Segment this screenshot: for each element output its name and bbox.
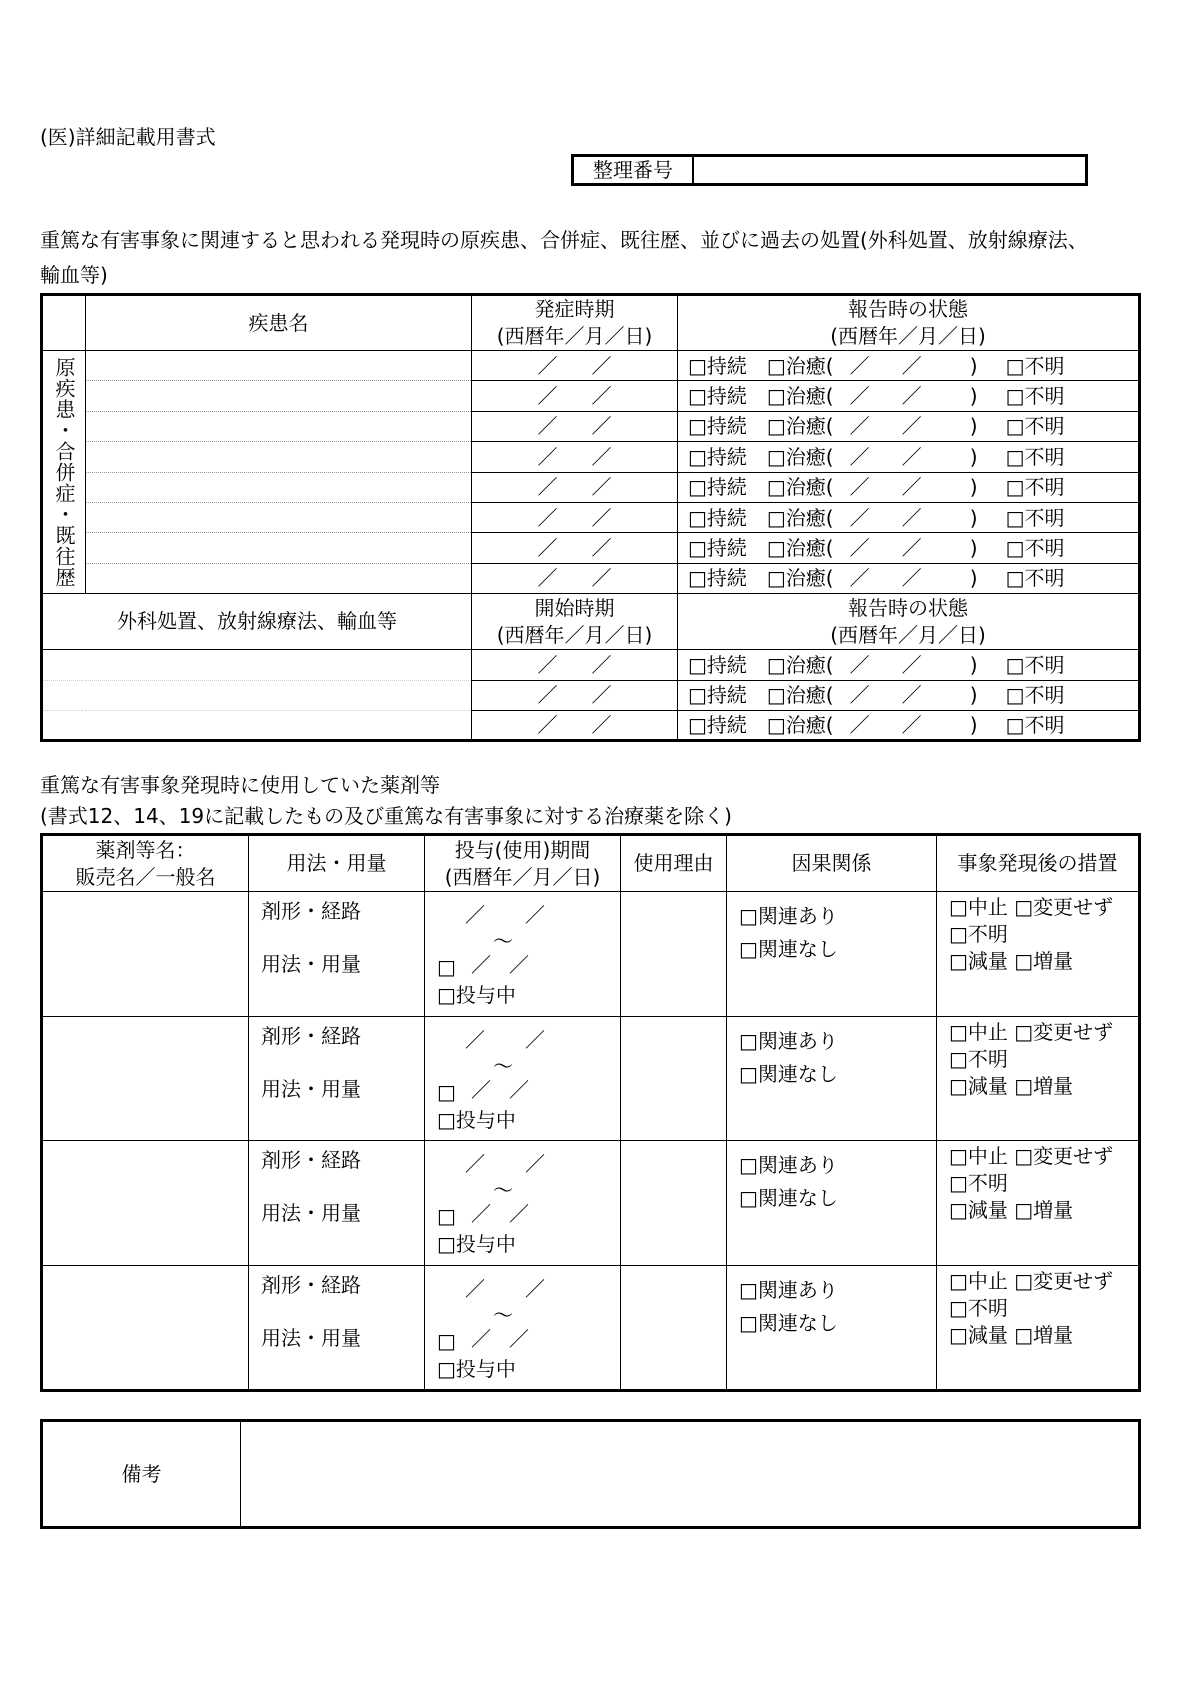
status-cell (678, 442, 1140, 472)
action-unknown-checkbox[interactable]: □不明 (949, 922, 1008, 946)
status-continue-checkbox[interactable]: □持続 (688, 353, 747, 378)
close-paren: ) (969, 353, 978, 378)
close-paren: ) (969, 475, 978, 500)
close-paren: ) (969, 414, 978, 439)
date-cell[interactable] (472, 710, 678, 740)
slash: ／ (901, 505, 922, 530)
status-continue-checkbox[interactable]: □持続 (688, 683, 747, 708)
slash: ／ (849, 505, 870, 530)
slash: ／ (525, 1027, 545, 1052)
section2-title-line2: (書式12、14、19に記載したもの及び重篤な有害事象に対する治療薬を除く) (40, 804, 732, 828)
slash: ／ (525, 1276, 545, 1301)
status-cell (678, 411, 1140, 441)
drug-name-field[interactable] (42, 1016, 249, 1141)
slash: ／ (525, 1152, 545, 1176)
action-unknown-checkbox[interactable]: □不明 (949, 1171, 1008, 1195)
status-continue-checkbox[interactable]: □持続 (688, 713, 747, 738)
slash: ／ (465, 1276, 485, 1301)
status-cell (678, 472, 1140, 502)
close-paren: ) (969, 444, 978, 469)
slash: ／ (901, 713, 922, 738)
causality-cell (727, 1265, 937, 1390)
action-increase-checkbox[interactable]: □増量 (1014, 1073, 1074, 1098)
header-status: 報告時の状態 (西暦年／月／日) (678, 295, 1140, 351)
reason-field[interactable] (621, 1141, 727, 1266)
period-cell[interactable] (425, 1265, 621, 1390)
status-cured-checkbox[interactable]: □治癒( (766, 536, 834, 561)
action-stop-checkbox[interactable]: □中止 (949, 1019, 1008, 1044)
registration-number-box (571, 154, 1088, 186)
status-unknown-checkbox[interactable]: □不明 (1005, 536, 1065, 561)
usage-label: 用法・用量 (261, 1201, 361, 1225)
status-unknown-checkbox[interactable]: □不明 (1005, 444, 1065, 469)
usage-label: 用法・用量 (261, 1325, 361, 1350)
close-paren: ) (969, 505, 978, 530)
close-paren: ) (969, 536, 978, 561)
status-cured-checkbox[interactable]: □治癒( (766, 713, 834, 738)
status-unknown-checkbox[interactable]: □不明 (1005, 652, 1065, 677)
drug-table (40, 833, 1141, 1392)
date-cell[interactable] (472, 381, 678, 411)
slash: ／ (537, 713, 558, 738)
procedure-row (42, 650, 1140, 680)
reason-field[interactable] (621, 892, 727, 1017)
action-cell (937, 1141, 1140, 1266)
date-cell[interactable] (472, 533, 678, 563)
end-date-checkbox[interactable]: □ (437, 1328, 456, 1353)
slash: ／ (849, 652, 870, 677)
form-label: (医)詳細記載用書式 (40, 125, 216, 149)
slash: ／ (591, 652, 612, 677)
ongoing-checkbox[interactable]: □投与中 (437, 1232, 516, 1256)
status-cured-checkbox[interactable]: □治癒( (766, 384, 834, 409)
slash: ／ (591, 414, 612, 439)
status-unknown-checkbox[interactable]: □不明 (1005, 683, 1065, 708)
disease-history-table (40, 293, 1141, 742)
slash: ／ (591, 713, 612, 738)
period-cell[interactable] (425, 892, 621, 1017)
status-cured-checkbox[interactable]: □治癒( (766, 566, 834, 591)
action-cell (937, 1265, 1140, 1390)
disease-row (42, 472, 1140, 502)
header-disease-name: 疾患名 (86, 295, 472, 351)
date-cell[interactable] (472, 442, 678, 472)
status-cured-checkbox[interactable]: □治癒( (766, 683, 834, 708)
action-increase-checkbox[interactable]: □増量 (1014, 949, 1074, 973)
route-usage-cell[interactable] (249, 1265, 425, 1390)
related-no-checkbox[interactable]: □関連なし (739, 937, 838, 961)
disease-row (42, 533, 1140, 563)
header-status-2: 報告時の状態 (西暦年／月／日) (678, 594, 1140, 650)
slash: ／ (471, 1326, 491, 1351)
disease-name-field[interactable] (86, 563, 472, 593)
disease-row (42, 381, 1140, 411)
related-yes-checkbox[interactable]: □関連あり (739, 1153, 838, 1177)
slash: ／ (591, 505, 612, 530)
close-paren: ) (969, 566, 978, 591)
slash: ／ (901, 384, 922, 409)
date-cell[interactable] (472, 472, 678, 502)
registration-number-label: 整理番号 (574, 157, 694, 183)
causality-cell (727, 1141, 937, 1266)
date-cell[interactable] (472, 411, 678, 441)
slash: ／ (465, 1152, 485, 1176)
slash: ／ (591, 566, 612, 591)
action-cell (937, 892, 1140, 1017)
slash: ／ (537, 505, 558, 530)
drug-row (42, 1141, 1140, 1266)
remarks-table (40, 1419, 1141, 1529)
action-decrease-checkbox[interactable]: □減量 (949, 1073, 1008, 1098)
route-label: 剤形・経路 (261, 1272, 361, 1297)
slash: ／ (509, 1202, 529, 1226)
action-stop-checkbox[interactable]: □中止 (949, 1268, 1008, 1293)
slash: ／ (537, 475, 558, 500)
drug-name-field[interactable] (42, 1265, 249, 1390)
slash: ／ (509, 1077, 529, 1102)
slash: ／ (471, 1077, 491, 1102)
slash: ／ (849, 683, 870, 708)
status-cured-checkbox[interactable]: □治癒( (766, 475, 834, 500)
status-cured-checkbox[interactable]: □治癒( (766, 444, 834, 469)
corner-cell (42, 295, 86, 351)
slash: ／ (901, 566, 922, 591)
status-unknown-checkbox[interactable]: □不明 (1005, 475, 1065, 500)
slash: ／ (901, 444, 922, 469)
slash: ／ (901, 536, 922, 561)
status-continue-checkbox[interactable]: □持続 (688, 414, 747, 439)
header-drug-name: 薬剤等名： 販売名／一般名 (42, 835, 249, 892)
status-continue-checkbox[interactable]: □持続 (688, 475, 747, 500)
slash: ／ (901, 652, 922, 677)
status-cured-checkbox[interactable]: □治癒( (766, 353, 834, 378)
slash: ／ (849, 353, 870, 378)
slash: ／ (537, 444, 558, 469)
disease-name-field[interactable] (86, 472, 472, 502)
slash: ／ (509, 953, 529, 977)
header-action: 事象発現後の措置 (937, 835, 1140, 892)
date-cell[interactable] (472, 650, 678, 680)
status-cured-checkbox[interactable]: □治癒( (766, 652, 834, 677)
date-cell[interactable] (472, 680, 678, 710)
disease-name-field[interactable] (86, 442, 472, 472)
status-cell (678, 351, 1140, 381)
action-nochange-checkbox[interactable]: □変更せず (1014, 1268, 1114, 1293)
status-cell (678, 650, 1140, 680)
disease-name-field[interactable] (86, 351, 472, 381)
end-date-checkbox[interactable]: □ (437, 1079, 456, 1104)
slash: ／ (591, 683, 612, 708)
related-no-checkbox[interactable]: □関連なし (739, 1186, 838, 1210)
disease-row (42, 351, 1140, 381)
action-decrease-checkbox[interactable]: □減量 (949, 1322, 1008, 1347)
section1-title-line2: 輸血等) (40, 263, 108, 287)
status-continue-checkbox[interactable]: □持続 (688, 384, 747, 409)
slash: ／ (465, 1027, 485, 1052)
close-paren: ) (969, 683, 978, 708)
related-yes-checkbox[interactable]: □関連あり (739, 1028, 838, 1053)
tilde: ～ (493, 1053, 513, 1078)
action-nochange-checkbox[interactable]: □変更せず (1014, 1019, 1114, 1044)
section2-title-line1: 重篤な有害事象発現時に使用していた薬剤等 (40, 773, 440, 797)
status-cured-checkbox[interactable]: □治癒( (766, 414, 834, 439)
action-cell (937, 1016, 1140, 1141)
reason-field[interactable] (621, 1265, 727, 1390)
action-unknown-checkbox[interactable]: □不明 (949, 1046, 1008, 1071)
route-usage-cell[interactable] (249, 892, 425, 1017)
remarks-label: 備考 (42, 1421, 241, 1528)
action-nochange-checkbox[interactable]: □変更せず (1014, 1144, 1114, 1168)
header-start: 開始時期 (西暦年／月／日) (472, 594, 678, 650)
slash: ／ (901, 475, 922, 500)
slash: ／ (849, 713, 870, 738)
usage-label: 用法・用量 (261, 952, 361, 976)
drug-row (42, 1016, 1140, 1141)
action-increase-checkbox[interactable]: □増量 (1014, 1322, 1074, 1347)
status-continue-checkbox[interactable]: □持続 (688, 536, 747, 561)
action-stop-checkbox[interactable]: □中止 (949, 895, 1008, 919)
route-usage-cell[interactable] (249, 1016, 425, 1141)
procedure-name-field[interactable] (42, 650, 472, 680)
action-increase-checkbox[interactable]: □増量 (1014, 1198, 1074, 1222)
header-onset: 発症時期 (西暦年／月／日) (472, 295, 678, 351)
date-cell[interactable] (472, 502, 678, 532)
route-label: 剤形・経路 (261, 899, 361, 923)
slash: ／ (591, 536, 612, 561)
slash: ／ (849, 566, 870, 591)
slash: ／ (537, 652, 558, 677)
slash: ／ (537, 353, 558, 378)
status-cell (678, 710, 1140, 740)
close-paren: ) (969, 384, 978, 409)
procedure-row (42, 710, 1140, 740)
slash: ／ (849, 536, 870, 561)
status-cell (678, 502, 1140, 532)
slash: ／ (591, 444, 612, 469)
status-cell (678, 533, 1140, 563)
ongoing-checkbox[interactable]: □投与中 (437, 1356, 516, 1381)
slash: ／ (471, 1202, 491, 1226)
header-period: 投与(使用)期間 (西暦年／月／日) (425, 835, 621, 892)
status-unknown-checkbox[interactable]: □不明 (1005, 713, 1065, 738)
slash: ／ (537, 384, 558, 409)
status-cured-checkbox[interactable]: □治癒( (766, 505, 834, 530)
causality-cell (727, 1016, 937, 1141)
status-cell (678, 381, 1140, 411)
slash: ／ (471, 953, 491, 977)
disease-row (42, 442, 1140, 472)
slash: ／ (537, 683, 558, 708)
date-cell[interactable] (472, 563, 678, 593)
tilde: ～ (493, 1302, 513, 1327)
slash: ／ (849, 444, 870, 469)
slash: ／ (465, 903, 485, 927)
period-cell[interactable] (425, 1016, 621, 1141)
status-cell (678, 680, 1140, 710)
procedure-row (42, 680, 1140, 710)
ongoing-checkbox[interactable]: □投与中 (437, 1107, 516, 1132)
action-unknown-checkbox[interactable]: □不明 (949, 1295, 1008, 1320)
slash: ／ (849, 414, 870, 439)
route-label: 剤形・経路 (261, 1148, 361, 1172)
status-cell (678, 563, 1140, 593)
disease-name-field[interactable] (86, 411, 472, 441)
slash: ／ (901, 353, 922, 378)
disease-row (42, 563, 1140, 593)
section1-title-line1: 重篤な有害事象に関連すると思われる発現時の原疾患、合併症、既往歴、並びに過去の処置(外科処置、放射線療法、 (40, 228, 1088, 252)
action-decrease-checkbox[interactable]: □減量 (949, 1198, 1008, 1222)
side-label: 原疾患・合併症・既往歴 (52, 356, 76, 588)
header-reason: 使用理由 (621, 835, 727, 892)
disease-name-field[interactable] (86, 533, 472, 563)
disease-row (42, 411, 1140, 441)
status-unknown-checkbox[interactable]: □不明 (1005, 384, 1065, 409)
drug-name-field[interactable] (42, 892, 249, 1017)
usage-label: 用法・用量 (261, 1076, 361, 1101)
registration-number-field[interactable] (694, 157, 1085, 183)
slash: ／ (525, 903, 545, 927)
tilde: ～ (493, 929, 513, 953)
slash: ／ (901, 414, 922, 439)
tilde: ～ (493, 1178, 513, 1202)
status-continue-checkbox[interactable]: □持続 (688, 505, 747, 530)
disease-row (42, 502, 1140, 532)
slash: ／ (591, 353, 612, 378)
slash: ／ (849, 384, 870, 409)
drug-row (42, 1265, 1140, 1390)
status-continue-checkbox[interactable]: □持続 (688, 652, 747, 677)
slash: ／ (849, 475, 870, 500)
route-label: 剤形・経路 (261, 1023, 361, 1048)
period-cell[interactable] (425, 1141, 621, 1266)
slash: ／ (537, 414, 558, 439)
header-procedure: 外科処置、放射線療法、輸血等 (42, 594, 472, 650)
procedure-name-field[interactable] (42, 710, 472, 740)
status-continue-checkbox[interactable]: □持続 (688, 566, 747, 591)
related-no-checkbox[interactable]: □関連なし (739, 1310, 838, 1335)
status-unknown-checkbox[interactable]: □不明 (1005, 566, 1065, 591)
end-date-checkbox[interactable]: □ (437, 955, 456, 979)
slash: ／ (537, 566, 558, 591)
reason-field[interactable] (621, 1016, 727, 1141)
action-nochange-checkbox[interactable]: □変更せず (1014, 895, 1114, 919)
action-stop-checkbox[interactable]: □中止 (949, 1144, 1008, 1168)
status-unknown-checkbox[interactable]: □不明 (1005, 353, 1065, 378)
disease-name-field[interactable] (86, 502, 472, 532)
ongoing-checkbox[interactable]: □投与中 (437, 983, 516, 1007)
related-yes-checkbox[interactable]: □関連あり (739, 1277, 838, 1302)
related-no-checkbox[interactable]: □関連なし (739, 1061, 838, 1086)
status-unknown-checkbox[interactable]: □不明 (1005, 505, 1065, 530)
remarks-field[interactable] (241, 1421, 1140, 1528)
date-cell[interactable] (472, 351, 678, 381)
side-label-cell (42, 351, 86, 594)
action-decrease-checkbox[interactable]: □減量 (949, 949, 1008, 973)
header-causality: 因果関係 (727, 835, 937, 892)
slash: ／ (591, 475, 612, 500)
slash: ／ (537, 536, 558, 561)
related-yes-checkbox[interactable]: □関連あり (739, 904, 838, 928)
header-usage: 用法・用量 (249, 835, 425, 892)
status-unknown-checkbox[interactable]: □不明 (1005, 414, 1065, 439)
disease-name-field[interactable] (86, 381, 472, 411)
close-paren: ) (969, 713, 978, 738)
drug-row (42, 892, 1140, 1017)
end-date-checkbox[interactable]: □ (437, 1204, 456, 1228)
close-paren: ) (969, 652, 978, 677)
slash: ／ (591, 384, 612, 409)
procedure-name-field[interactable] (42, 680, 472, 710)
slash: ／ (509, 1326, 529, 1351)
route-usage-cell[interactable] (249, 1141, 425, 1266)
causality-cell (727, 892, 937, 1017)
drug-name-field[interactable] (42, 1141, 249, 1266)
status-continue-checkbox[interactable]: □持続 (688, 444, 747, 469)
slash: ／ (901, 683, 922, 708)
